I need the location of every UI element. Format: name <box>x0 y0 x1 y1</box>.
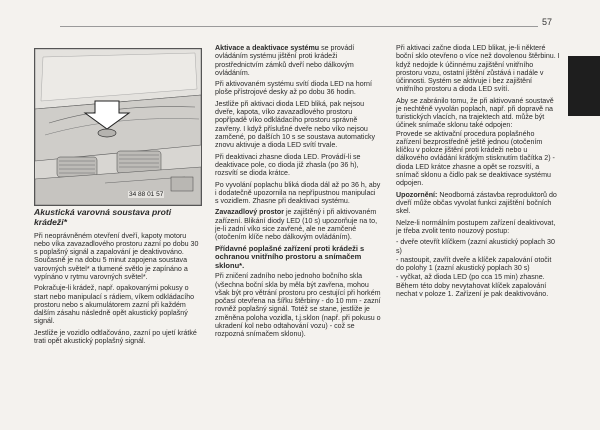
paragraph: Aby se zabránilo tomu, že při aktivované soustavě je nechtěně vyvolán poplach, např. při dopravě na turistických vlacích, na trajektech atd. může být účinek snímače sklonu také odpojen: <box>396 96 554 130</box>
paragraph: Při zničení zadního nebo jednoho bočního skla (všechna boční skla by měla být zavřena, mohou však být pro větrání prostoru pro cestující při horkém počasí otevřena na šířku štěrbiny - do 10 mm - zazní rovněž poplašný signál. Totéž se stane, jestliže je změněna poloha vozidla, t.j.sklon (např. při pokusu o ukradení kol nebo odtahování vozu) - což se rozpozná snímačem sklonu). <box>215 272 381 339</box>
section-heading-alarm: Akustická varovná soustava proti krádeži* <box>34 207 172 227</box>
paragraph-luggage: Zavazadlový prostor je zajištěný i při aktivovaném zařízení. Blikání diody LED (10 s) upozorňuje na to, je-li zadní víko sice zavřené, ale ne zamčené (otočením klíče nebo dálkovým ovládáním). <box>215 208 378 242</box>
paragraph: Pokračuje-li krádež, např. opakovanými pokusy o start nebo manipulací s rádiem, víkem odkládacího prostoru nebo s akumulátorem zazní při každém dalším zásahu následně opět akustický poplašný signál. <box>34 284 195 326</box>
paragraph: Při aktivaci začne dioda LED blikat, je-li některé boční sklo otevřeno o více než dovolenou štěrbinu. I když nedojde k účinnému zajištění vnitřního prostoru vozu, ostatní jištění zůstává i nadále v účinnosti. Systém se aktivuje i bez zajištění vnitřního prostoru a dioda LED svítí. <box>396 44 560 94</box>
column-1 <box>34 208 200 348</box>
warning-paragraph: Upozornění: Neodborná zástavba reproduktorů do dveří může občas vyvolat funkci zajištění bočních skel. <box>396 190 557 216</box>
paragraph: Jestliže je vozidlo odtlačováno, zazní po ujetí krátké trati opět akustický poplašný signál. <box>34 328 197 345</box>
figure-code: 34 88 01 57 <box>129 191 164 198</box>
paragraph: Po vyvolání poplachu bliká dioda dál až po 36 h, aby i dodatečně upozornila na nepřípustnou manipulaci s vozidlem. Zhasne při deaktivaci systému. <box>215 180 381 205</box>
column-2 <box>215 44 381 342</box>
header-rule <box>60 26 538 27</box>
emergency-steps-list <box>396 238 560 298</box>
paragraph: Jestliže při aktivaci dioda LED bliká, pak nejsou dveře, kapota, víko zavazadlového prostoru popřípadě víko odkládacího prostoru správně zavřeny. I když příslušné dveře nebo víko nejsou zamčené, po dalších 10 s se soustava automaticky znovu aktivuje a dioda LED svítí trvale. <box>215 99 376 150</box>
list-item: - nastoupit, zavřít dveře a klíček zapalování otočit do polohy 1 (zazní akustický poplach 30 s) <box>396 255 552 272</box>
lead-activation: Aktivace a deaktivace systému <box>215 44 320 52</box>
paragraph: Provede se aktivační procedura poplašného zařízení bezprostředně ještě jednou (otočením klíčku v poloze jištění proti krádeži nebo u dálkového ovládání krátkým stisknutím tlačítka 2) - dioda LED krátce zhasne a opět se rozsvítí, a snímač sklonu a čidlo pak se deaktivace systému odpojen. <box>396 129 555 188</box>
list-item: - vyčkat, až dioda LED (po cca 15 min) zhasne. Během této doby nevytahovat klíček zapalování nechat v poloze 1. Zařízení je pak deaktivováno. <box>396 273 549 298</box>
list-item: - dveře otevřít klíčkem (zazní akustický poplach 30 s) <box>396 238 555 255</box>
column-3 <box>396 44 560 301</box>
paragraph: Při aktivovaném systému svítí dioda LED na horní ploše přístrojové desky až po dobu 36 hodin. <box>215 80 372 97</box>
dashboard-illustration <box>34 48 202 206</box>
section-tab-marker <box>568 56 600 116</box>
lead-luggage: Zavazadlový prostor <box>215 208 284 217</box>
paragraph: Nelze-li normálním postupem zařízení deaktivovat, je třeba zvolit tento nouzový postup: <box>396 218 556 235</box>
paragraph: Při deaktivaci zhasne dioda LED. Provádí-li se deaktivace pole, co dioda již zhasla (po 36 h), rozsvítí se dioda krátce. <box>215 152 361 178</box>
page-number: 57 <box>542 17 553 27</box>
paragraph: Při neoprávněném otevření dveří, kapoty motoru nebo víka zavazadlového prostoru zazní po dobu 30 s poplašný signál a zapalování je deaktivováno. Současně je na dobu 5 minut zapojena soustava varovných světel* a tlumené světlo je zapínáno a vypínáno v rytmu varovných světel*. <box>34 231 199 281</box>
warning-label: Upozornění: <box>396 190 438 199</box>
section-heading-extra-alarm: Přídavné poplašné zařízení proti krádeži s ochranou vnitřního prostoru a snímačem sklonu*. <box>215 243 365 270</box>
paragraph-activation: Aktivace a deaktivace systému se provádí ovládáním systému jištění proti krádeži prostřednictvím zámků dveří nebo dálkovým ovládáním. <box>215 44 355 77</box>
